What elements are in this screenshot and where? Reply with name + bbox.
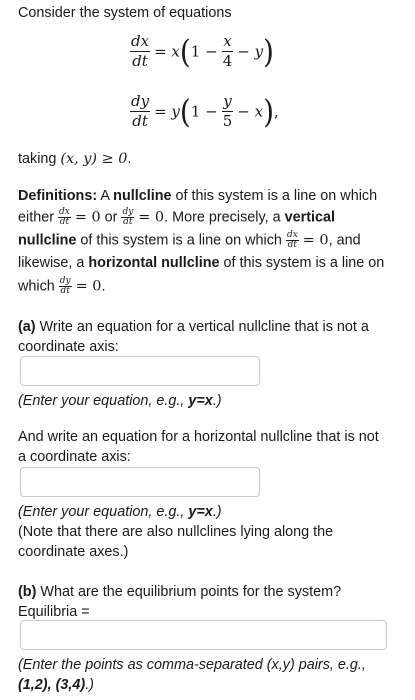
equilibria-label: Equilibria = (18, 604, 90, 620)
definitions-text: of this system is a line on (219, 255, 385, 271)
definitions-text: likewise, a (18, 255, 89, 271)
hint-text: .) (212, 393, 222, 409)
inline-equation: = 0 (75, 278, 102, 295)
dx-dt-inline-fraction: $\frac{dx}{dt}$ (59, 207, 70, 227)
part-a-question-2: And write an equation for a horizontal nullcline that is not (18, 429, 379, 445)
inline-equation: = 0 (74, 209, 101, 226)
equation-rhs-factor: = x (154, 42, 180, 61)
definitions-text: which (18, 278, 59, 295)
hint-text: .) (212, 504, 222, 520)
dy-dt-inline-fraction: $\frac{dy}{dt}$ (59, 276, 71, 296)
definitions-text: , and (328, 232, 361, 249)
equation-dy-dt (130, 92, 279, 131)
nullcline-term: nullcline (113, 188, 172, 204)
part-b-question (18, 583, 341, 601)
definitions-line-1 (18, 187, 377, 205)
axis-nullcline-note-cont: coordinate axes.) (18, 544, 129, 560)
axis-nullcline-note: (Note that there are also nullclines lying along the (18, 524, 334, 540)
horizontal-nullcline-term: horizontal nullcline (88, 255, 220, 271)
dy-dt-inline-fraction: $\frac{dy}{dt}$ (122, 207, 134, 227)
question-text: What are the equilibrium points for the system? (36, 584, 342, 600)
fraction-numerator: y (223, 92, 232, 110)
y-over-5-fraction (222, 92, 234, 131)
definitions-text: A (97, 188, 114, 204)
domain-math: (x, y) ≥ 0 (60, 151, 128, 167)
fraction-denominator: dt (132, 112, 148, 130)
definitions-line-3 (18, 231, 361, 250)
right-paren: ) (263, 91, 274, 130)
hint-text: (Enter your equation, e.g., (18, 504, 189, 520)
part-b-hint: (Enter the points as comma-separated (x,y) pairs, e.g., (18, 657, 366, 673)
domain-text: taking (18, 151, 61, 167)
equation-term: − x (237, 102, 264, 121)
horizontal-nullcline-input[interactable] (20, 467, 260, 497)
equation-dx-dt (130, 32, 274, 71)
definitions-text: . (101, 278, 106, 295)
part-a-question-1-cont: coordinate axis: (18, 339, 119, 355)
left-paren: ( (179, 91, 191, 130)
question-text: Write an equation for a vertical nullcline that is not a (35, 319, 369, 335)
fraction-denominator: 4 (222, 52, 233, 70)
definitions-label: Definitions: (18, 188, 98, 204)
right-paren: ) (263, 31, 274, 70)
fraction-numerator: dx (131, 32, 150, 50)
dx-dt-fraction (130, 32, 150, 71)
fraction-numerator: dy (131, 92, 150, 110)
equation-term: − y (237, 42, 264, 61)
part-a-hint-1 (18, 392, 222, 410)
inline-equation: = 0 (302, 232, 329, 249)
x-over-4-fraction (222, 32, 234, 71)
inline-equation: = 0 (138, 209, 165, 226)
definitions-text: either (18, 209, 58, 226)
fraction-denominator: 5 (222, 112, 233, 130)
equilibria-input[interactable] (20, 620, 387, 650)
equation-term: 1 − (190, 42, 218, 61)
part-b-hint-cont (18, 676, 94, 694)
hint-example: y=x (188, 504, 213, 520)
definitions-text: or (100, 209, 122, 226)
domain-statement (18, 150, 131, 168)
hint-example: (1,2), (3,4) (18, 677, 86, 693)
hint-example: y=x (188, 393, 213, 409)
definitions-line-4 (18, 254, 384, 272)
fraction-denominator: dt (132, 52, 148, 70)
dy-dt-fraction (130, 92, 150, 131)
hint-text: (Enter your equation, e.g., (18, 393, 189, 409)
domain-period: . (127, 151, 132, 167)
vertical-nullcline-input[interactable] (20, 356, 260, 386)
part-a-question-2-cont: a coordinate axis: (18, 449, 131, 465)
nullcline-term: nullcline (18, 232, 77, 249)
part-a-question-1 (18, 318, 369, 336)
left-paren: ( (179, 31, 191, 70)
definitions-text: of this system is a line on which (171, 188, 378, 204)
fraction-numerator: x (223, 32, 232, 50)
part-a-label: (a) (18, 319, 36, 335)
definitions-line-2 (18, 208, 335, 227)
part-a-hint-2 (18, 503, 222, 521)
definitions-text: . More precisely, a (164, 209, 285, 226)
part-b-label: (b) (18, 584, 37, 600)
definitions-line-5 (18, 277, 105, 296)
hint-text: .) (85, 677, 94, 693)
definitions-text: of this system is a line on which (76, 232, 286, 249)
equation-comma: , (274, 102, 279, 121)
dx-dt-inline-fraction: $\frac{dx}{dt}$ (286, 230, 298, 250)
vertical-term: vertical (284, 209, 335, 226)
equation-term: 1 − (190, 102, 218, 121)
intro-text: Consider the system of equations (18, 5, 232, 21)
equation-rhs-factor: = y (154, 102, 180, 121)
